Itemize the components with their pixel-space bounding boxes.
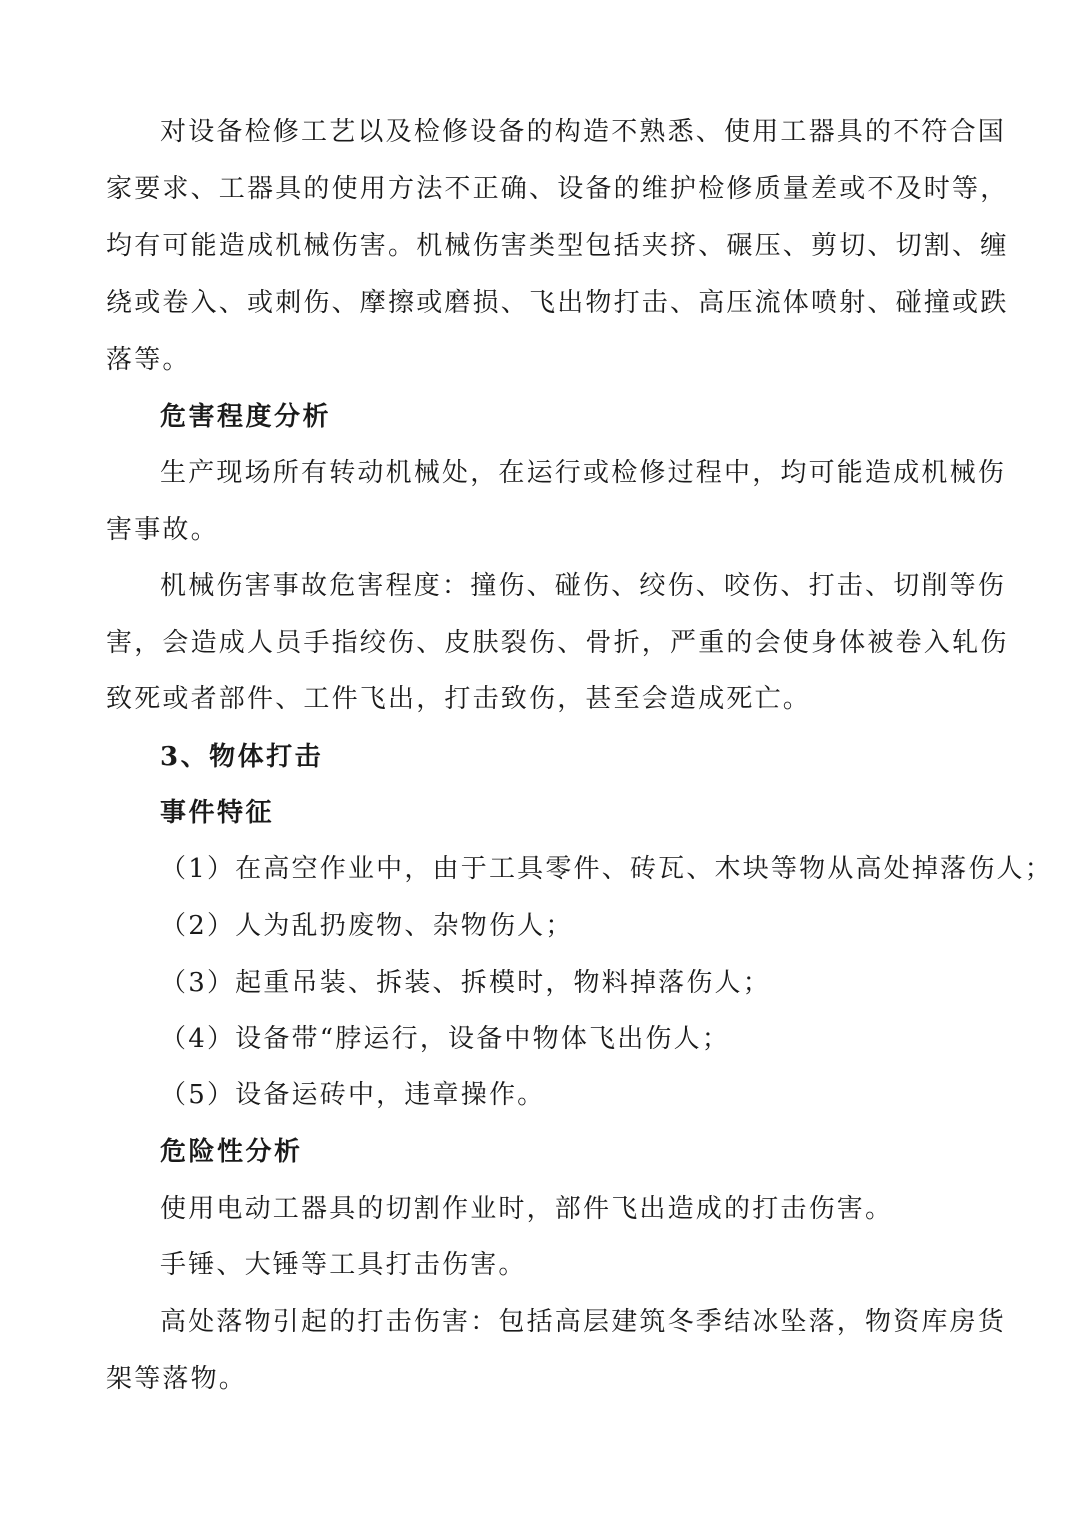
paragraph-line: 绕或卷入、或刺伤、摩擦或磨损、飞出物打击、高压流体喷射、碰撞或跌 bbox=[106, 288, 1009, 318]
paragraph-line: 生产现场所有转动机械处，在运行或检修过程中，均可能造成机械伤 bbox=[160, 458, 1007, 488]
list-item: （2）人为乱扔废物、杂物伤人； bbox=[160, 911, 574, 941]
paragraph-line: 致死或者部件、工件飞出，打击致伤，甚至会造成死亡。 bbox=[106, 684, 812, 714]
paragraph-line: 对设备检修工艺以及检修设备的构造不熟悉、使用工器具的不符合国 bbox=[160, 117, 1007, 147]
section-heading-hazard-degree: 危害程度分析 bbox=[160, 402, 332, 432]
paragraph-line: 使用电动工器具的切割作业时，部件飞出造成的打击伤害。 bbox=[160, 1194, 894, 1224]
paragraph-line: 机械伤害事故危害程度：撞伤、碰伤、绞伤、咬伤、打击、切削等伤 bbox=[160, 571, 1007, 601]
list-item: （5）设备运砖中，违章操作。 bbox=[160, 1080, 546, 1110]
paragraph-line: 害，会造成人员手指绞伤、皮肤裂伤、骨折，严重的会使身体被卷入轧伤 bbox=[106, 628, 1009, 658]
paragraph-line: 高处落物引起的打击伤害：包括高层建筑冬季结冰坠落，物资库房货 bbox=[160, 1307, 1007, 1337]
paragraph-line: 均有可能造成机械伤害。机械伤害类型包括夹挤、碾压、剪切、切割、缠 bbox=[106, 231, 1009, 261]
section-heading-object-strike: 3、物体打击 bbox=[160, 742, 324, 772]
paragraph-line: 家要求、工器具的使用方法不正确、设备的维护检修质量差或不及时等， bbox=[106, 174, 1009, 204]
paragraph-line: 落等。 bbox=[106, 345, 191, 375]
list-item: （1）在高空作业中，由于工具零件、砖瓦、木块等物从高处掉落伤人； bbox=[160, 854, 1053, 884]
list-item: （4）设备带“脖运行，设备中物体飞出伤人； bbox=[160, 1024, 731, 1054]
section-heading-risk-analysis: 危险性分析 bbox=[160, 1137, 303, 1167]
paragraph-line: 手锤、大锤等工具打击伤害。 bbox=[160, 1250, 527, 1280]
list-item: （3）起重吊装、拆装、拆模时，物料掉落伤人； bbox=[160, 968, 771, 998]
paragraph-line: 架等落物。 bbox=[106, 1364, 248, 1394]
section-heading-event-features: 事件特征 bbox=[160, 798, 275, 828]
paragraph-line: 害事故。 bbox=[106, 515, 219, 545]
